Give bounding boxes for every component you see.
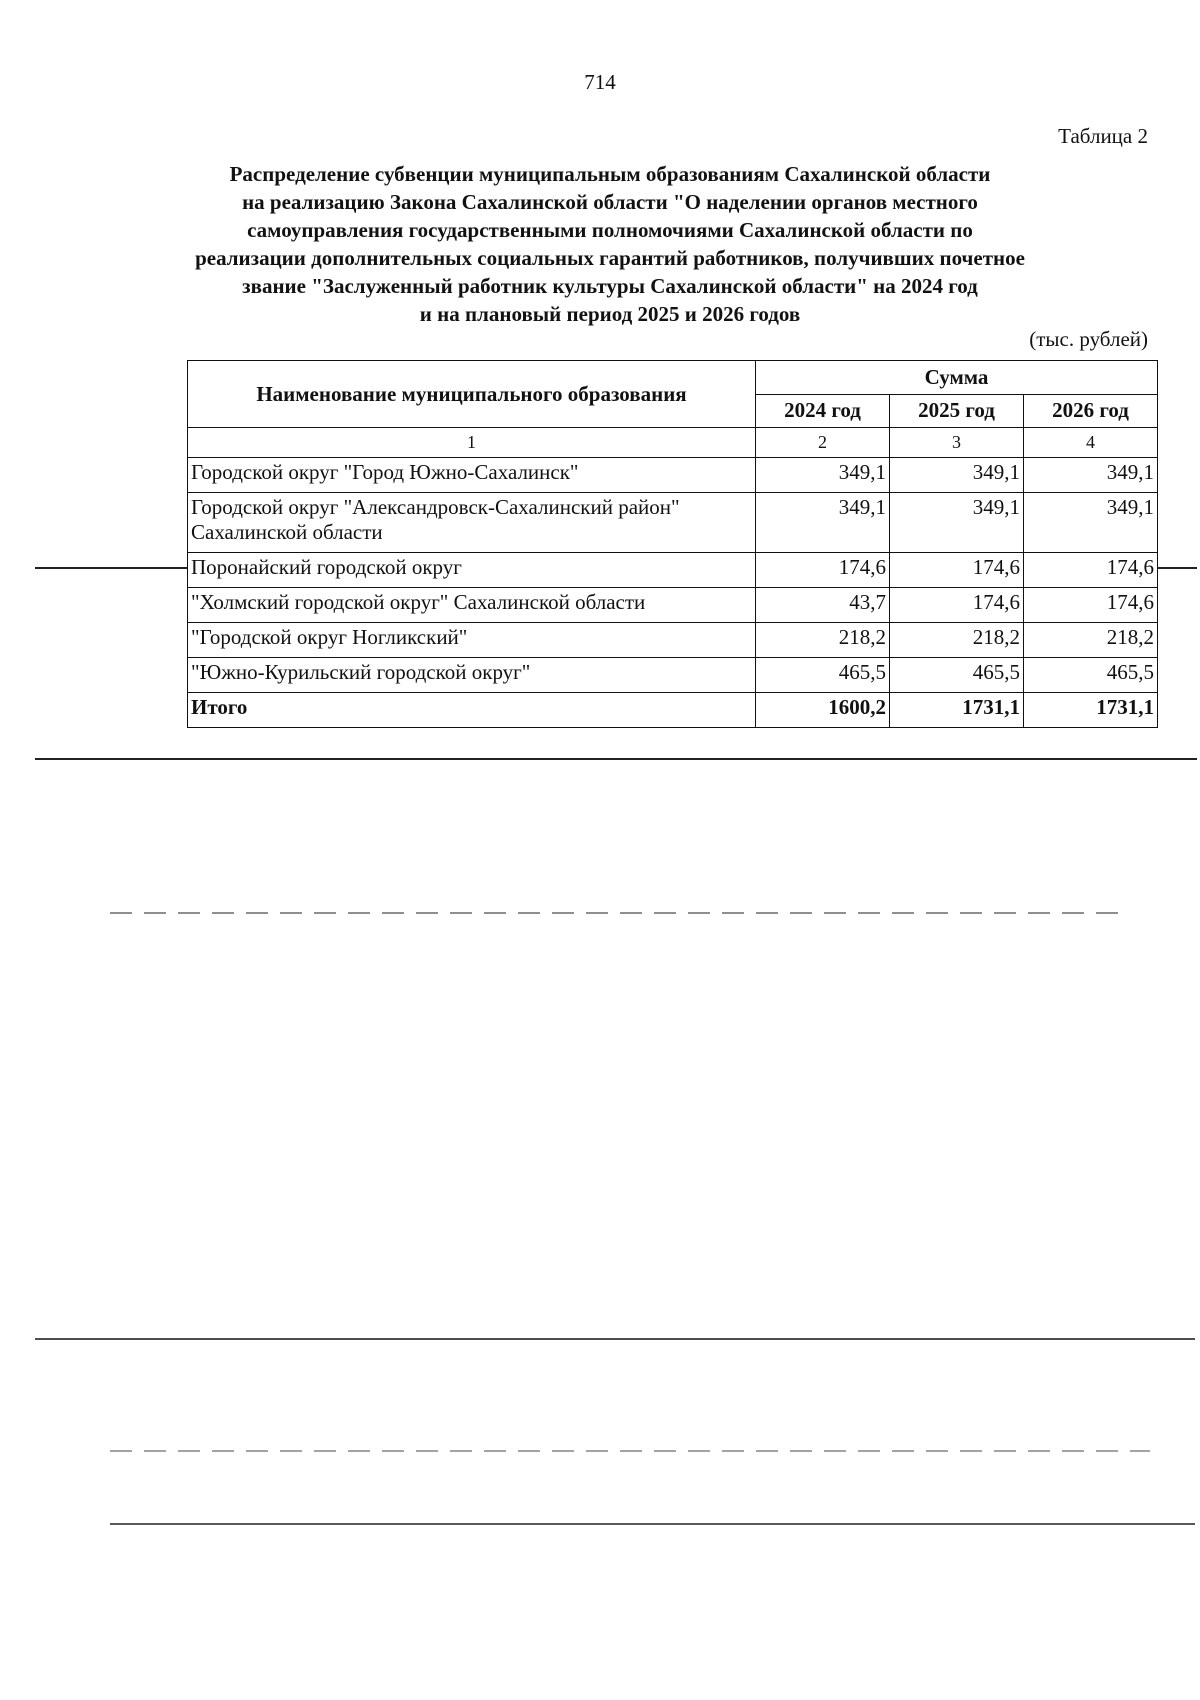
row-value: 349,1 [1024, 493, 1158, 553]
table-row [188, 623, 1158, 658]
table-label: Таблица 2 [1058, 124, 1148, 148]
title-line: самоуправления государственными полномочиями Сахалинской области по [247, 218, 973, 242]
total-value: 1731,1 [1024, 693, 1158, 728]
row-value: 349,1 [890, 458, 1024, 493]
column-numbers-row [188, 428, 1158, 458]
row-value: 174,6 [890, 553, 1024, 588]
document-title [170, 160, 1050, 328]
column-number: 2 [756, 428, 890, 458]
header-year: 2026 год [1024, 394, 1158, 428]
title-line: реализации дополнительных социальных гарантий работников, получивших почетное [195, 246, 1025, 270]
units-note: (тыс. рублей) [1029, 327, 1148, 351]
column-number: 3 [890, 428, 1024, 458]
row-value: 349,1 [890, 493, 1024, 553]
header-sum: Сумма [756, 361, 1158, 395]
scan-artifact-line [1157, 567, 1197, 569]
table-row [188, 553, 1158, 588]
scan-artifact-line [35, 1338, 1195, 1340]
row-value: 465,5 [756, 658, 890, 693]
table-row [188, 588, 1158, 623]
scan-artifact-line [35, 758, 1197, 760]
row-value: 174,6 [890, 588, 1024, 623]
row-name: Поронайский городской округ [188, 553, 756, 588]
total-row [188, 693, 1158, 728]
row-value: 349,1 [1024, 458, 1158, 493]
page-number: 714 [584, 70, 616, 94]
row-value: 174,6 [756, 553, 890, 588]
title-line: звание "Заслуженный работник культуры Сахалинской области" на 2024 год [242, 274, 978, 298]
scan-artifact-dash [110, 912, 1130, 914]
header-year: 2025 год [890, 394, 1024, 428]
column-number: 4 [1024, 428, 1158, 458]
title-line: и на плановый период 2025 и 2026 годов [419, 302, 801, 326]
row-value: 218,2 [1024, 623, 1158, 658]
table-row [188, 658, 1158, 693]
scan-artifact-line [35, 567, 187, 569]
row-value: 349,1 [756, 493, 890, 553]
header-name: Наименование муниципального образования [188, 361, 756, 428]
row-value: 174,6 [1024, 553, 1158, 588]
row-name: Городской округ "Александровск-Сахалинский район" Сахалинской области [188, 493, 756, 553]
row-value: 218,2 [890, 623, 1024, 658]
row-value: 43,7 [756, 588, 890, 623]
total-value: 1731,1 [890, 693, 1024, 728]
row-name: "Городской округ Ногликский" [188, 623, 756, 658]
header-year: 2024 год [756, 394, 890, 428]
row-value: 218,2 [756, 623, 890, 658]
row-value: 174,6 [1024, 588, 1158, 623]
scan-artifact-line [110, 1523, 1195, 1525]
row-value: 465,5 [1024, 658, 1158, 693]
total-value: 1600,2 [756, 693, 890, 728]
total-label: Итого [188, 693, 756, 728]
row-value: 349,1 [756, 458, 890, 493]
row-name: Городской округ "Город Южно-Сахалинск" [188, 458, 756, 493]
column-number: 1 [188, 428, 756, 458]
title-line: на реализацию Закона Сахалинской области "О наделении органов местного [242, 190, 978, 214]
table-row [188, 458, 1158, 493]
subsidy-table [187, 360, 1158, 728]
title-line: Распределение субвенции муниципальным образованиям Сахалинской области [229, 162, 991, 186]
row-name: "Холмский городской округ" Сахалинской области [188, 588, 756, 623]
table-row [188, 493, 1158, 553]
row-value: 465,5 [890, 658, 1024, 693]
row-name: "Южно-Курильский городской округ" [188, 658, 756, 693]
scan-artifact-dash [110, 1450, 1150, 1452]
table-header-row [188, 361, 1158, 395]
